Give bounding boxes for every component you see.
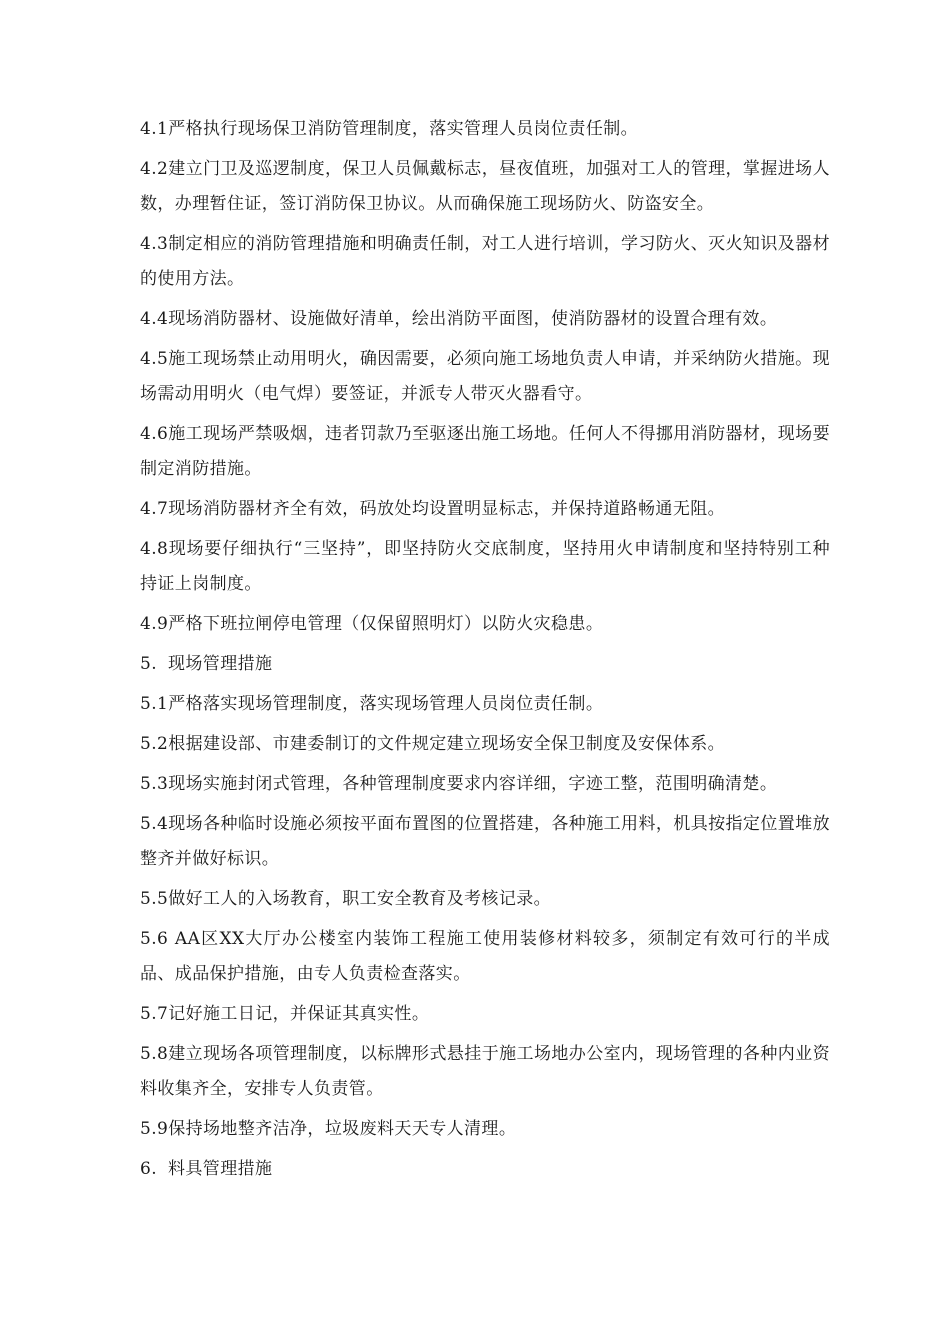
paragraph-4-7: 4.7现场消防器材齐全有效，码放处均设置明显标志，并保持道路畅通无阻。 [140,499,726,519]
paragraph-5-3: 5.3现场实施封闭式管理，各种管理制度要求内容详细，字迹工整，范围明确清楚。 [140,774,778,794]
paragraph-5-6: 5.6 AA区XX大厅办公楼室内装饰工程施工使用装修材料较多，须制定有效可行的半成品、成品保护措施，由专人负责检查落实。 [140,929,830,984]
paragraph-4-9: 4.9严格下班拉闸停电管理（仅保留照明灯）以防火灾稳患。 [140,614,604,634]
paragraph-4-1: 4.1严格执行现场保卫消防管理制度，落实管理人员岗位责任制。 [140,119,639,139]
section-heading-5 [140,647,830,682]
paragraph-4-6: 4.6施工现场严禁吸烟，违者罚款乃至驱逐出施工场地。任何人不得挪用消防器材，现场要制定消防措施。 [140,424,830,479]
section-title-6: 料具管理措施 [168,1159,273,1179]
paragraph-4-2: 4.2建立门卫及巡逻制度，保卫人员佩戴标志，昼夜值班，加强对工人的管理，掌握进场人数，办理暂住证，签订消防保卫协议。从而确保施工现场防火、防盗安全。 [140,159,830,214]
paragraph-5-7: 5.7记好施工日记，并保证其真实性。 [140,1004,430,1024]
paragraph-5-8: 5.8建立现场各项管理制度，以标牌形式悬挂于施工场地办公室内，现场管理的各种内业资料收集齐全，安排专人负责管。 [140,1044,830,1099]
section-heading-6 [140,1152,830,1187]
section-number-6: 6. [140,1159,158,1179]
paragraph-5-2: 5.2根据建设部、市建委制订的文件规定建立现场安全保卫制度及安保体系。 [140,734,726,754]
section-number-5: 5. [140,654,158,674]
paragraph-4-8: 4.8现场要仔细执行“三坚持”，即坚持防火交底制度，坚持用火申请制度和坚持特别工种持证上岗制度。 [140,539,830,594]
document-body [140,112,830,1192]
paragraph-5-1: 5.1严格落实现场管理制度，落实现场管理人员岗位责任制。 [140,694,604,714]
paragraph-4-4: 4.4现场消防器材、设施做好清单，绘出消防平面图，使消防器材的设置合理有效。 [140,309,778,329]
paragraph-5-4: 5.4现场各种临时设施必须按平面布置图的位置搭建，各种施工用料，机具按指定位置堆放整齐并做好标识。 [140,814,830,869]
section-title-5: 现场管理措施 [168,654,273,674]
paragraph-5-9: 5.9保持场地整齐洁净，垃圾废料天天专人清理。 [140,1119,517,1139]
paragraph-5-5: 5.5做好工人的入场教育，职工安全教育及考核记录。 [140,889,552,909]
paragraph-4-3: 4.3制定相应的消防管理措施和明确责任制，对工人进行培训，学习防火、灭火知识及器材的使用方法。 [140,234,830,289]
paragraph-4-5: 4.5施工现场禁止动用明火，确因需要，必须向施工场地负责人申请，并采纳防火措施。现场需动用明火（电气焊）要签证，并派专人带灭火器看守。 [140,349,830,404]
